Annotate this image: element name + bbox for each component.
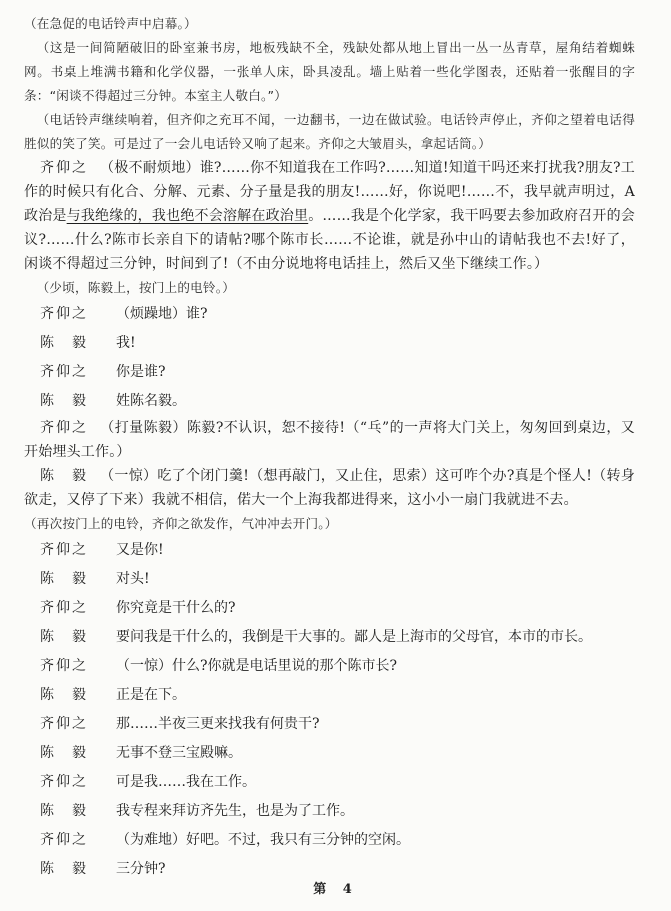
dialogue-line	[24, 594, 635, 623]
line-text: 正是在下。	[116, 687, 186, 703]
line-text: 三分钟?	[116, 861, 166, 877]
dialogue-line	[24, 300, 635, 329]
dialogue-line	[24, 768, 635, 797]
dialogue-line	[24, 681, 635, 710]
speaker-label: 陈 毅	[40, 468, 88, 484]
dialogue-line	[24, 329, 635, 358]
monologue-underlined-text: 与我绝缘的，我也绝不会溶解在政治里	[66, 208, 309, 224]
stage-direction-phone: （电话铃声继续响着，但齐仰之充耳不闻，一边翻书，一边在做试验。电话铃声停止，齐仰之望着电话得胜似的笑了笑。可是过了一会儿电话铃又响了起来。齐仰之大皱眉头，拿起话筒。）	[24, 112, 635, 151]
line-text: 要问我是干什么的，我倒是干大事的。鄙人是上海市的父母官，本市的市长。	[116, 629, 592, 645]
stage-direction-opening: （在急促的电话铃声中启幕。）	[24, 16, 197, 31]
line-text: 无事不登三宝殿嘛。	[116, 745, 242, 761]
speaker-label: 陈 毅	[40, 335, 88, 351]
dialogue-line	[24, 826, 635, 855]
dialogue-block-a	[24, 300, 635, 416]
dialogue-line	[24, 623, 635, 652]
speaker-label: 齐仰之	[40, 658, 88, 674]
stage-direction-again: （再次按门上的电铃，齐仰之欲发作，气冲冲去开门。）	[24, 516, 338, 531]
stage-direction-knock: （少顷，陈毅上，按门上的电铃。）	[36, 280, 235, 295]
chen-surprise-line	[24, 464, 635, 512]
line-text: 又是你!	[116, 542, 164, 558]
line-text: （打量陈毅）陈毅?不认识，恕不接待!（“乓”的一声将大门关上，匆匆回到桌边，又开始埋头工作。）	[24, 420, 635, 460]
line-text: 姓陈名毅。	[116, 393, 186, 409]
monologue-text-part2: 。……我是个化学家，我干吗要去参加政府召开的会议?……什么?陈市长亲自下的请帖?哪个陈市长……不论谁，就是孙中山的请帖我也不去!好了，闲谈不得超过三分钟，时间到了!（不由分说地将电话挂上，然后又坐下继续工作。）	[24, 208, 635, 272]
speaker-label: 陈 毅	[40, 745, 88, 761]
speaker-label: 齐仰之	[40, 542, 88, 558]
line-text: （一惊）什么?你就是电话里说的那个陈市长?	[116, 658, 398, 674]
speaker-label: 齐仰之	[40, 832, 88, 848]
line-text: 可是我……我在工作。	[116, 774, 256, 790]
dialogue-line	[24, 652, 635, 681]
line-text: 我!	[116, 335, 136, 351]
qi-monologue	[24, 156, 635, 276]
dialogue-line	[24, 565, 635, 594]
stage-direction-setting: （这是一间简陋破旧的卧室兼书房，地板残缺不全，残缺处都从地上冒出一丛一丛青草，屋角结着蜘蛛网。书桌上堆满书籍和化学仪器，一张单人床，卧具凌乱。墙上贴着一些化学图表，还贴着一张醒目的字条：“闲谈不得超过三分钟。本室主人敬白。”）	[24, 40, 635, 103]
line-text: （为难地）好吧。不过，我只有三分钟的空闲。	[116, 832, 410, 848]
line-text: （烦躁地）谁?	[116, 306, 208, 322]
speaker-label: 齐仰之	[40, 716, 88, 732]
speaker-label: 齐仰之	[40, 774, 88, 790]
speaker-label: 齐仰之	[40, 306, 88, 322]
line-text: （一惊）吃了个闭门羹!（想再敲门，又止住，思索）这可咋个办?真是个怪人!（转身欲走，又停了下来）我就不相信，偌大一个上海我都进得来，这小小一扇门我就进不去。	[24, 468, 635, 508]
dialogue-line	[24, 739, 635, 768]
speaker-label: 陈 毅	[40, 687, 88, 703]
dialogue-line	[24, 536, 635, 565]
dialogue-line	[24, 797, 635, 826]
line-text: 对头!	[116, 571, 150, 587]
qi-refuse-line	[24, 416, 635, 464]
line-text: 你究竟是干什么的?	[116, 600, 236, 616]
speaker-label: 陈 毅	[40, 393, 88, 409]
speaker-label: 陈 毅	[40, 803, 88, 819]
page-number: 第 4	[313, 882, 358, 897]
line-text: 那……半夜三更来找我有何贵干?	[116, 716, 320, 732]
speaker-label: 陈 毅	[40, 629, 88, 645]
speaker-label: 齐仰之	[40, 600, 88, 616]
dialogue-line	[24, 358, 635, 387]
line-text: 你是谁?	[116, 364, 166, 380]
speaker-label: 齐仰之	[40, 420, 88, 436]
speaker-label: 陈 毅	[40, 571, 88, 587]
monologue-text-part1: （极不耐烦地）谁?……你不知道我在工作吗?……知道!知道干吗还来打扰我?朋友?工作的时候只有化合、分解、元素、分子量是我的朋友!……好，你说吧!……不，我早就声明过，A政治是	[24, 160, 635, 224]
dialogue-line	[24, 710, 635, 739]
dialogue-line	[24, 387, 635, 416]
dialogue-block-b	[24, 536, 635, 884]
speaker-label: 陈 毅	[40, 861, 88, 877]
speaker-label: 齐仰之	[40, 364, 88, 380]
speaker-label: 齐仰之	[40, 160, 88, 176]
line-text: 我专程来拜访齐先生，也是为了工作。	[116, 803, 354, 819]
